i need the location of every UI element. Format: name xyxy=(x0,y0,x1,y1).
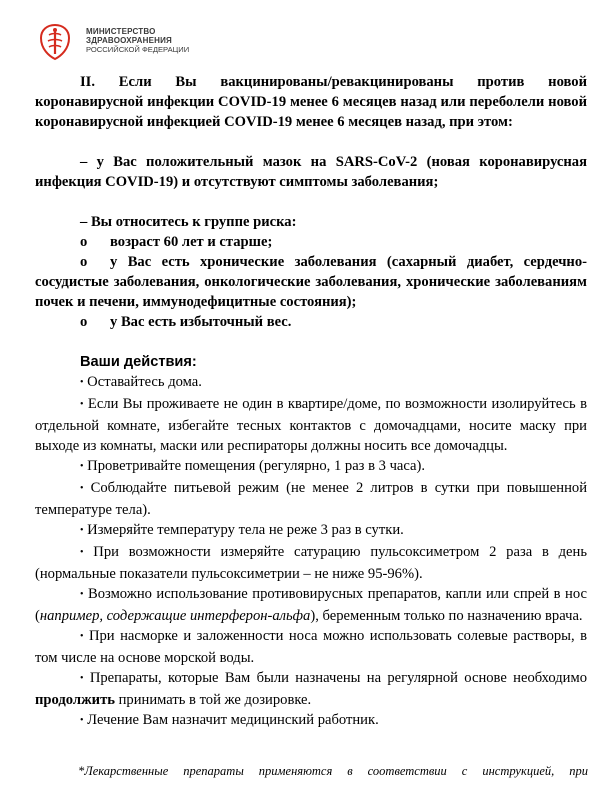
action-item xyxy=(35,456,587,478)
risk-item xyxy=(35,252,587,312)
action-item-text: Возможно использование противовирусных препаратов, капли или спрей в нос ( xyxy=(35,586,587,624)
risk-item-text: возраст 60 лет и старше; xyxy=(110,234,273,250)
risk-item-text: у Вас есть хронические заболевания (сахарный диабет, сердечно-сосудистые заболевания, онкологические заболевания, хронические заболеваниям почек и печени, иммунодефицитные состояния); xyxy=(35,254,587,310)
condition-positive-swab: – у Вас положительный мазок на SARS-CoV-2 (новая коронавирусная инфекция COVID-19) и отсутствуют симптомы заболевания; xyxy=(35,154,587,190)
action-item-text: Измеряйте температуру тела не реже 3 раз в сутки. xyxy=(87,522,404,538)
document-body xyxy=(35,72,587,732)
action-item xyxy=(35,520,587,542)
action-item xyxy=(35,668,587,710)
circle-marker: o xyxy=(80,314,88,330)
action-item xyxy=(35,584,587,626)
ministry-line-3: РОССИЙСКОЙ ФЕДЕРАЦИИ xyxy=(86,45,190,54)
action-item-text: При насморке и заложенности носа можно использовать солевые растворы, в том числе на основе морской воды. xyxy=(35,628,587,666)
risk-item-text: у Вас есть избыточный вес. xyxy=(110,314,292,330)
circle-marker: o xyxy=(80,254,88,270)
bullet-icon: • xyxy=(80,547,84,558)
action-item-text: Соблюдайте питьевой режим (не менее 2 литров в сутки при повышенной температуре тела). xyxy=(35,480,587,518)
action-item-text-end: ), беременным только по назначению врача. xyxy=(310,608,583,624)
bullet-icon: • xyxy=(80,715,84,726)
action-item xyxy=(35,626,587,668)
action-item xyxy=(35,394,587,456)
action-item-text: Проветривайте помещения (регулярно, 1 раз в 3 часа). xyxy=(87,458,426,474)
bullet-icon: • xyxy=(80,673,84,684)
risk-item xyxy=(35,312,587,332)
action-item xyxy=(35,478,587,520)
action-item-text-end: принимать в той же дозировке. xyxy=(114,692,312,708)
ministry-line-1: МИНИСТЕРСТВО xyxy=(86,27,156,36)
action-item-text: Если Вы проживаете не один в квартире/доме, по возможности изолируйтесь в отдельной комнате, избегайте тесных контактов с домочадцами, носите маску при выходе из комнаты, маски или респираторы должны носить все домочадцы. xyxy=(35,396,587,454)
action-item-text: Препараты, которые Вам были назначены на регулярной основе необходимо xyxy=(89,670,587,686)
footnote: *Лекарственные препараты применяются в соответствии с инструкцией, при xyxy=(78,764,588,778)
risk-group-intro: – Вы относитесь к группе риска: xyxy=(80,214,297,230)
bullet-icon: • xyxy=(80,525,84,536)
bullet-icon: • xyxy=(80,461,84,472)
action-item-bold: продолжить xyxy=(35,692,115,708)
ministry-line-2: ЗДРАВООХРАНЕНИЯ xyxy=(86,36,172,45)
circle-marker: o xyxy=(80,234,88,250)
risk-item xyxy=(35,232,587,252)
actions-heading: Ваши действия: xyxy=(80,354,197,370)
bullet-icon: • xyxy=(80,483,84,494)
bullet-icon: • xyxy=(80,589,84,600)
action-item xyxy=(35,372,587,394)
ministry-name xyxy=(86,27,189,54)
action-item-text: При возможности измеряйте сатурацию пульсоксиметром 2 раза в день (нормальные показатели пульсоксиметрии – не ниже 95-96%). xyxy=(35,544,587,582)
action-item-text: Лечение Вам назначит медицинский работник. xyxy=(87,712,379,728)
ministry-emblem-icon xyxy=(38,23,72,61)
bullet-icon: • xyxy=(80,399,84,410)
section-title: II. Если Вы вакцинированы/ревакцинированы против новой коронавирусной инфекции COVID-19 менее 6 месяцев назад или переболели новой коронавирусной инфекцией COVID-19 менее 6 месяцев назад, при этом: xyxy=(35,74,587,130)
action-item xyxy=(35,710,587,732)
action-item-text: Оставайтесь дома. xyxy=(87,374,202,390)
action-item xyxy=(35,542,587,584)
bullet-icon: • xyxy=(80,377,84,388)
bullet-icon: • xyxy=(80,631,84,642)
ministry-logo xyxy=(38,23,198,63)
action-item-italic: например, содержащие интерферон-альфа xyxy=(39,608,311,624)
